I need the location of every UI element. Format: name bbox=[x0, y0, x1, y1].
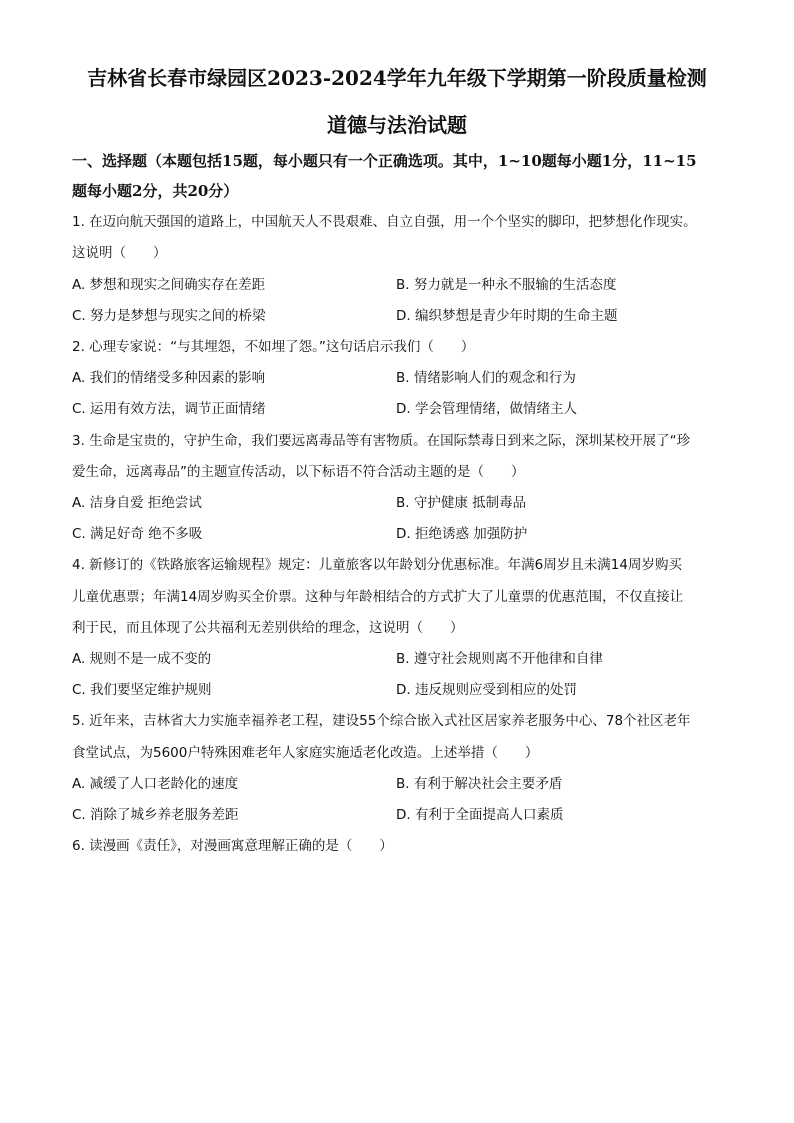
question-3-option-c: C. 满足好奇 绝不多吸 bbox=[72, 526, 203, 542]
question-3-option-b: B. 守护健康 抵制毒品 bbox=[396, 495, 527, 511]
question-4-option-d: D. 违反规则应受到相应的处罚 bbox=[396, 682, 577, 698]
question-1-option-c: C. 努力是梦想与现实之间的桥梁 bbox=[72, 308, 266, 324]
question-3-stem-continued: 爱生命，远离毒品”的主题宣传活动，以下标语不符合活动主题的是（ ） bbox=[72, 464, 525, 480]
question-2-stem: 2. 心理专家说：“与其埋怨，不如埋了怨。”这句话启示我们（ ） bbox=[72, 339, 475, 355]
question-3-option-a: A. 洁身自爱 拒绝尝试 bbox=[72, 495, 202, 511]
section-heading-continued: 题每小题2分，共20分） bbox=[72, 182, 239, 200]
question-2-option-d: D. 学会管理情绪，做情绪主人 bbox=[396, 401, 577, 417]
question-4-stem-continued-2: 利于民，而且体现了公共福利无差别供给的理念，这说明（ ） bbox=[72, 620, 464, 636]
exam-subject-title: 道德与法治试题 bbox=[327, 113, 467, 137]
question-3-stem: 3. 生命是宝贵的，守护生命，我们要远离毒品等有害物质。在国际禁毒日到来之际，深圳某校开展了“珍 bbox=[72, 433, 691, 449]
question-1-option-a: A. 梦想和现实之间确实存在差距 bbox=[72, 277, 266, 293]
question-2-option-c: C. 运用有效方法，调节正面情绪 bbox=[72, 401, 266, 417]
question-6-stem: 6. 读漫画《责任》，对漫画寓意理解正确的是（ ） bbox=[72, 838, 393, 854]
question-1-option-b: B. 努力就是一种永不服输的生活态度 bbox=[396, 277, 617, 293]
question-5-stem: 5. 近年来，吉林省大力实施幸福养老工程，建设55个综合嵌入式社区居家养老服务中心、78个社区老年 bbox=[72, 713, 691, 729]
question-4-option-c: C. 我们要坚定维护规则 bbox=[72, 682, 212, 698]
question-1-stem-continued: 这说明（ ） bbox=[72, 245, 167, 261]
exam-title: 吉林省长春市绿园区2023-2024学年九年级下学期第一阶段质量检测 bbox=[87, 66, 707, 90]
question-4-option-a: A. 规则不是一成不变的 bbox=[72, 651, 212, 667]
question-2-option-a: A. 我们的情绪受多种因素的影响 bbox=[72, 370, 266, 386]
question-4-stem: 4. 新修订的《铁路旅客运输规程》规定：儿童旅客以年龄划分优惠标准。年满6周岁且未满14周岁购买 bbox=[72, 557, 682, 573]
question-5-option-d: D. 有利于全面提高人口素质 bbox=[396, 807, 564, 823]
question-5-stem-continued: 食堂试点，为5600户特殊困难老年人家庭实施适老化改造。上述举措（ ） bbox=[72, 745, 539, 761]
question-1-stem: 1. 在迈向航天强国的道路上，中国航天人不畏艰难、自立自强，用一个个坚实的脚印，把梦想化作现实。 bbox=[72, 214, 697, 230]
question-1-option-d: D. 编织梦想是青少年时期的生命主题 bbox=[396, 308, 618, 324]
question-4-stem-continued: 儿童优惠票；年满14周岁购买全价票。这种与年龄相结合的方式扩大了儿童票的优惠范围，不仅直接让 bbox=[72, 589, 684, 605]
question-5-option-b: B. 有利于解决社会主要矛盾 bbox=[396, 776, 563, 792]
question-4-option-b: B. 遵守社会规则离不开他律和自律 bbox=[396, 651, 603, 667]
question-2-option-b: B. 情绪影响人们的观念和行为 bbox=[396, 370, 576, 386]
question-5-option-a: A. 减缓了人口老龄化的速度 bbox=[72, 776, 239, 792]
question-3-option-d: D. 拒绝诱惑 加强防护 bbox=[396, 526, 528, 542]
question-5-option-c: C. 消除了城乡养老服务差距 bbox=[72, 807, 239, 823]
section-heading: 一、选择题（本题包括15题，每小题只有一个正确选项。其中，1~10题每小题1分，11~15 bbox=[72, 152, 697, 170]
